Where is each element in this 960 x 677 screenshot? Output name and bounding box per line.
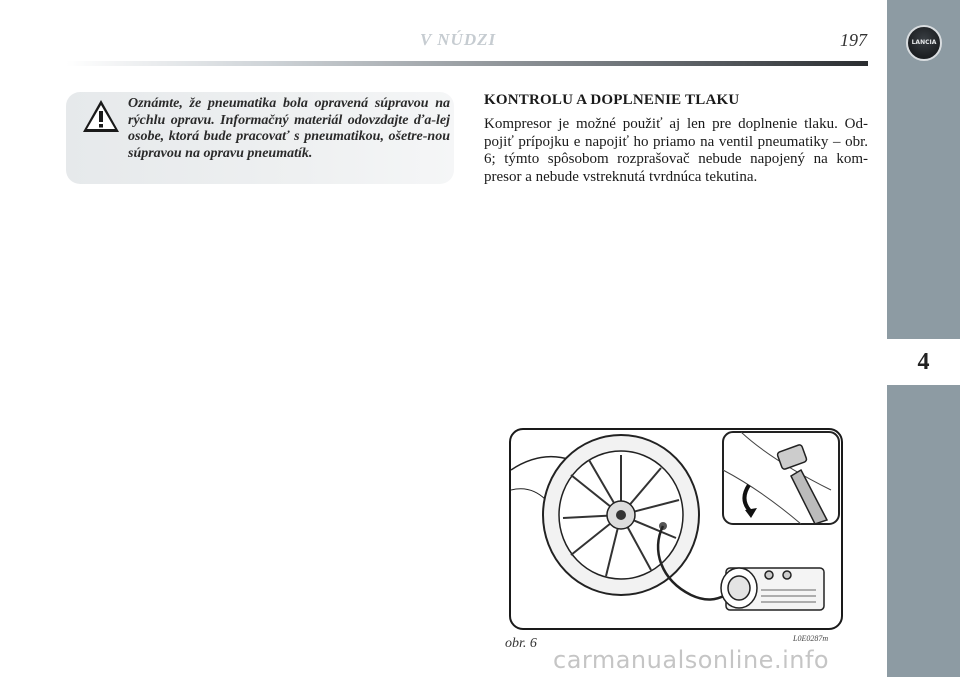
chapter-tab[interactable]: 4 bbox=[887, 339, 960, 385]
warning-text: Oznámte, že pneumatika bola opravená súpravou na rýchlu opravu. Informačný materiál odovzdajte ďa-lej osobe, ktorá bude pracovať s pneumatikou, ošetre-nou súpravou na opravu pneumatík. bbox=[128, 96, 450, 161]
lancia-logo bbox=[906, 25, 942, 61]
lancia-logo-text: LANCIA bbox=[911, 39, 937, 46]
page-title: V NÚDZI bbox=[420, 30, 497, 49]
figure-frame bbox=[509, 428, 843, 630]
watermark: carmanualsonline.info bbox=[553, 646, 830, 674]
compressor-illustration bbox=[511, 430, 841, 628]
figure-caption: obr. 6 bbox=[505, 636, 537, 651]
figure-code: L0E0287m bbox=[793, 634, 829, 643]
page-number: 197 bbox=[840, 30, 867, 50]
section-heading: KONTROLU A DOPLNENIE TLAKU bbox=[484, 92, 740, 108]
section-body: Kompresor je možné použiť aj len pre doplnenie tlaku. Od-pojiť prípojku e napojiť ho priamo na ventil pneumatiky – obr. 6; týmto spôsobom rozprašovač nebude napojený na kom-presor a nebude vstreknutá tvrdnúca tekutina. bbox=[484, 116, 868, 186]
header-rule bbox=[66, 61, 868, 66]
